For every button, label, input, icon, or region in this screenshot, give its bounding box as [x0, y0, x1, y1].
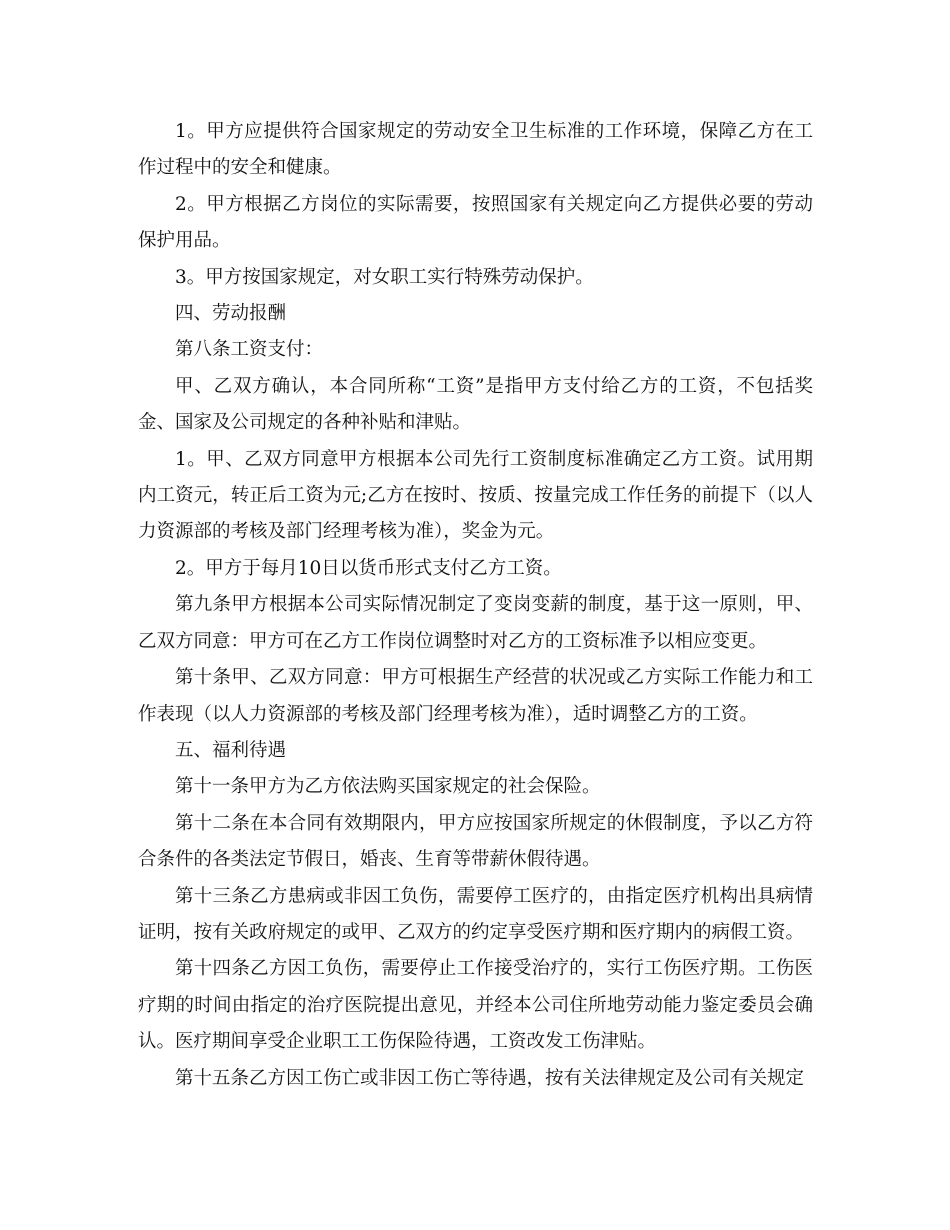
paragraph-pay-date: 2。甲方于每月10日以货币形式支付乙方工资。: [175, 557, 562, 579]
section-heading-5: 五、福利待遇: [175, 739, 287, 761]
paragraph-1: 1。甲方应提供符合国家规定的劳动安全卫生标准的工作环境，保障乙方在工作过程中的安全和健康。: [138, 121, 813, 179]
article-9: 第九条甲方根据本公司实际情况制定了变岗变薪的制度，基于这一原则，甲、乙双方同意：甲方可在乙方工作岗位调整时对乙方的工资标准予以相应变更。: [138, 594, 813, 652]
article-8-heading: 第八条工资支付：: [175, 339, 324, 361]
paragraph-wage-standard: 1。甲、乙双方同意甲方根据本公司先行工资制度标准确定乙方工资。试用期内工资元，转正后工资为元;乙方在按时、按质、按量完成工作任务的前提下（以人力资源部的考核及部门经理考核为准），奖金为元。: [138, 448, 813, 543]
article-11: 第十一条甲方为乙方依法购买国家规定的社会保险。: [175, 776, 601, 798]
article-15: 第十五条乙方因工伤亡或非因工伤亡等待遇，按有关法律规定及公司有关规定: [175, 1067, 805, 1089]
paragraph-wage-definition: 甲、乙双方确认，本合同所称“工资”是指甲方支付给乙方的工资，不包括奖金、国家及公司规定的各种补贴和津贴。: [138, 375, 813, 434]
article-12: 第十二条在本合同有效期限内，甲方应按国家所规定的休假制度，予以乙方符合条件的各类法定节假日，婚丧、生育等带薪休假待遇。: [138, 812, 813, 871]
section-heading-4: 四、劳动报酬: [175, 303, 287, 325]
article-10: 第十条甲、乙双方同意：甲方可根据生产经营的状况或乙方实际工作能力和工作表现（以人力资源部的考核及部门经理考核为准），适时调整乙方的工资。: [138, 667, 813, 725]
document-body: [138, 114, 813, 1097]
article-13: 第十三条乙方患病或非因工负伤，需要停工医疗的，由指定医疗机构出具病情证明，按有关政府规定的或甲、乙双方的约定享受医疗期和医疗期内的病假工资。: [138, 885, 813, 943]
paragraph-3: 3。甲方按国家规定，对女职工实行特殊劳动保护。: [175, 266, 594, 288]
article-14: 第十四条乙方因工负伤，需要停止工作接受治疗的，实行工伤医疗期。工伤医疗期的时间由指定的治疗医院提出意见，并经本公司住所地劳动能力鉴定委员会确认。医疗期间享受企业职工工伤保险待遇，工资改发工伤津贴。: [138, 958, 813, 1053]
paragraph-2: 2。甲方根据乙方岗位的实际需要，按照国家有关规定向乙方提供必要的劳动保护用品。: [138, 193, 813, 252]
